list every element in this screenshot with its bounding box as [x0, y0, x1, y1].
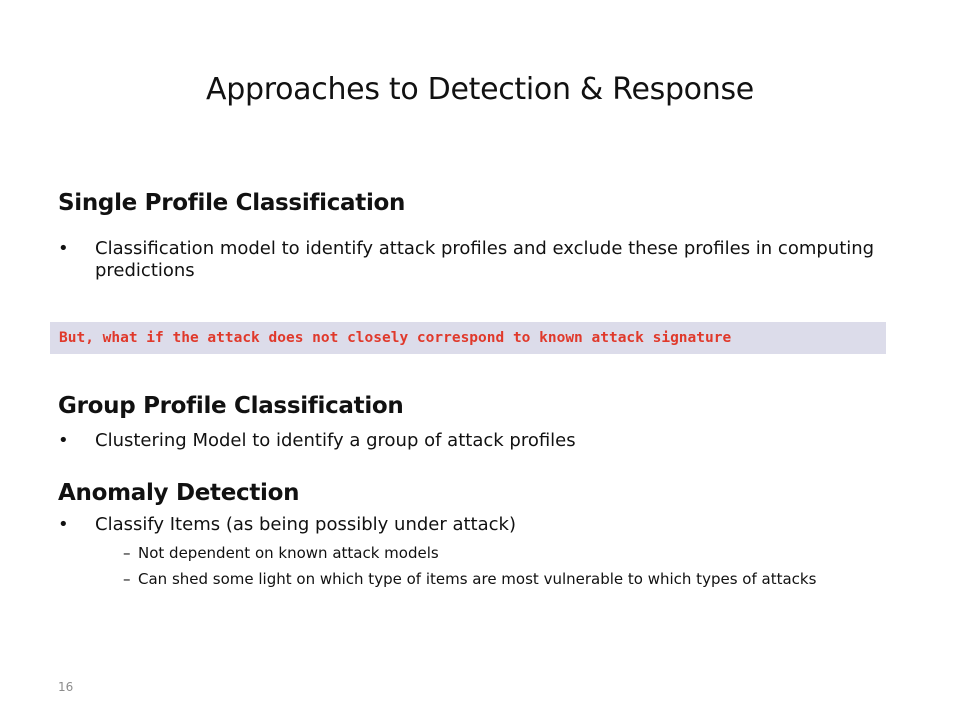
section-heading-single-profile: Single Profile Classification [58, 190, 406, 216]
bullet-anomaly-detection [58, 514, 898, 536]
section-heading-anomaly-detection: Anomaly Detection [58, 480, 300, 506]
slide-title: Approaches to Detection & Response [206, 72, 754, 107]
bullet-text: Classification model to identify attack profiles and exclude these profiles in computing predictions [95, 238, 875, 281]
bullet-group-profile [58, 430, 898, 452]
bullet-dot-icon: • [58, 238, 69, 259]
sub-bullet-text: Can shed some light on which type of items are most vulnerable to which types of attacks [138, 570, 817, 588]
bullet-dot-icon: • [58, 514, 69, 535]
bullet-text: Clustering Model to identify a group of attack profiles [95, 430, 576, 451]
sub-bullet-known-models [123, 545, 863, 562]
sub-bullet-text: Not dependent on known attack models [138, 544, 439, 562]
page-number: 16 [58, 680, 74, 694]
sub-bullet-vulnerable-items [123, 571, 863, 588]
section-heading-group-profile: Group Profile Classification [58, 393, 404, 419]
bullet-text: Classify Items (as being possibly under attack) [95, 514, 516, 535]
dash-icon: – [123, 570, 131, 588]
bullet-dot-icon: • [58, 430, 69, 451]
callout-box: But, what if the attack does not closely correspond to known attack signature [50, 322, 886, 354]
bullet-single-profile [58, 238, 898, 282]
dash-icon: – [123, 544, 131, 562]
